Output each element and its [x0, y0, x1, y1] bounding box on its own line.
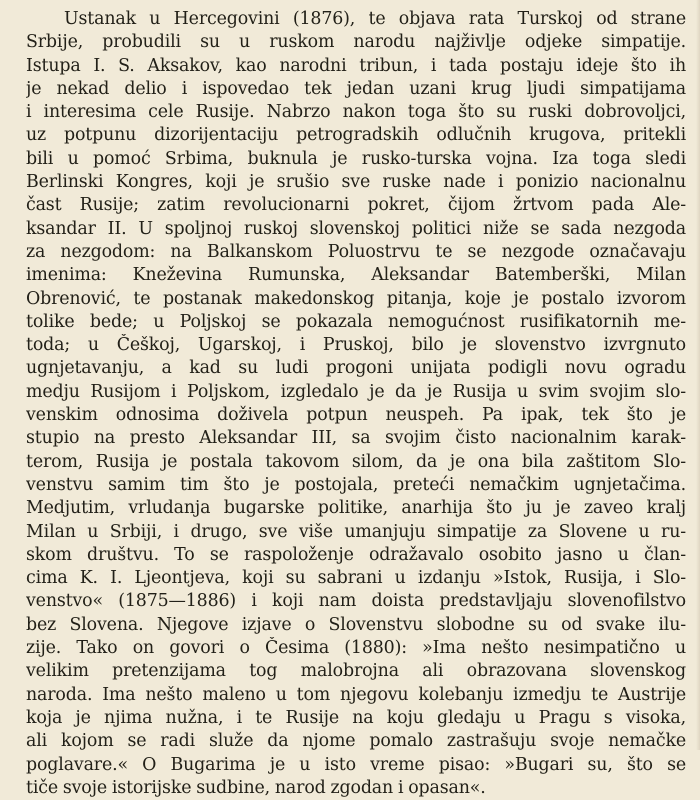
text-line: uz potpunu dizorijentaciju petrogradskih odlučnih krugova, pritekli [26, 125, 686, 146]
text-line: Istupa I. S. Aksakov, kao narodni tribun, i tada postaju ideje što ih [26, 55, 686, 76]
text-line: čast Rusije; zatim revolucionarni pokret, čijom žrtvom pada Ale- [26, 195, 686, 216]
text-line: Milan u Srbiji, i drugo, sve više umanjuju simpatije za Slovene u ru- [26, 521, 686, 542]
text-line: venstvo« (1875—1886) i koji nam doista predstavljaju slovenofilstvo [26, 591, 686, 612]
text-line: ugnjetavanju, a kad su ludi progoni unijata podigli novu ogradu [26, 358, 686, 379]
text-line: venstvu samim tim što je postojala, preteći nemačkim ugnjetačima. [26, 474, 686, 495]
text-line: ksandar II. U spoljnoj ruskoj slovenskoj politici niže se sada nezgoda [26, 218, 686, 239]
text-line: koja je njima nužna, i te Rusije na koju gledaju u Pragu s visoka, [26, 707, 686, 728]
scan-edge [696, 0, 700, 750]
text-line: i interesima cele Rusije. Nabrzo nakon toga što su ruski dobrovoljci, [26, 102, 686, 123]
text-line: ali kojom se radi služe da njome pomalo zastrašuju svoje nemačke [26, 731, 686, 752]
body-paragraph [26, 8, 686, 800]
text-line: velikim pretenzijama tog malobrojna ali obrazovana slovenskog [26, 661, 686, 682]
text-line: toda; u Češkoj, Ugarskoj, i Pruskoj, bilo je slovenstvo izvrgnuto [26, 335, 686, 356]
text-line: je nekad delio i ispovedao tek jedan uzani krug ljudi simpatijama [26, 78, 686, 99]
text-line: skom društvu. To se raspoloženje odražavalo osobito jasno u član- [26, 544, 686, 565]
text-line: cima K. I. Ljeontjeva, koji su sabrani u izdanju »Istok, Rusija, i Slo- [26, 568, 686, 589]
text-line: zije. Tako on govori o Česima (1880): »Ima nešto nesimpatično u [26, 638, 686, 659]
text-line: terom, Rusija je postala takovom silom, da je ona bila zaštitom Slo- [26, 451, 686, 472]
text-line: poglavare.« O Bugarima je u isto vreme pisao: »Bugari su, što se [26, 754, 686, 775]
text-line: Srbije, probudili su u ruskom narodu najživlje odjeke simpatije. [26, 32, 686, 53]
text-line: Berlinski Kongres, koji je srušio sve ruske nade i ponizio nacionalnu [26, 172, 686, 193]
text-line: tolike bede; u Poljskoj se pokazala nemogućnost rusifikatornih me- [26, 311, 686, 332]
text-line: Medjutim, vrludanja bugarske politike, anarhija što ju je zaveo kralj [26, 498, 686, 519]
text-line: naroda. Ima nešto maleno u tom njegovu kolebanju izmedju te Austrije [26, 684, 686, 705]
text-line: Obrenović, te postanak makedonskog pitanja, koje je postalo izvorom [26, 288, 686, 309]
text-line: stupio na presto Aleksandar III, sa svojim čisto nacionalnim karak- [26, 428, 686, 449]
text-line: venskim odnosima doživela potpun neuspeh. Pa ipak, tek što je [26, 405, 686, 426]
text-line: medju Rusijom i Poljskom, izgledalo je da je Rusija u svim svojim slo- [26, 381, 686, 402]
text-line: tiče svoje istorijske sudbine, narod zgodan i opasan«. [26, 777, 486, 798]
text-line: Ustanak u Hercegovini (1876), te objava rata Turskoj od strane [64, 9, 686, 29]
text-line: bili u pomoć Srbima, buknula je rusko-turska vojna. Iza toga sledi [26, 148, 686, 169]
text-line: bez Slovena. Njegove izjave o Slovenstvu slobodne su od svake ilu- [26, 614, 686, 635]
text-line: imenima: Kneževina Rumunska, Aleksandar Batemberški, Milan [26, 265, 686, 286]
text-line: za nezgodom: na Balkanskom Poluostrvu te se nezgode označavaju [26, 241, 686, 262]
